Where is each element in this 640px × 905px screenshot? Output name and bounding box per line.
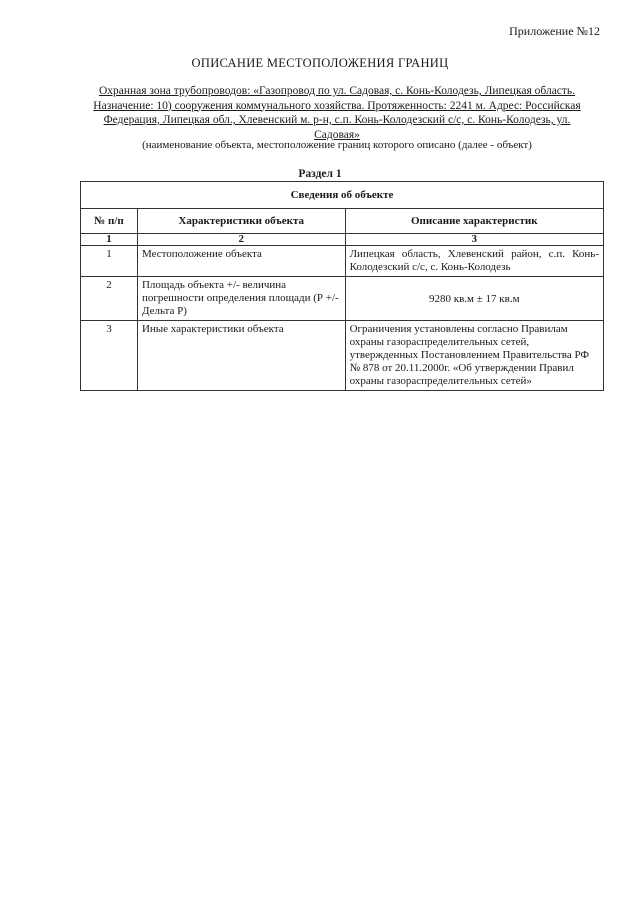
- column-header-num: № п/п: [81, 209, 138, 234]
- table-title-row: [81, 182, 604, 209]
- row-num: 1: [81, 246, 138, 277]
- table-header-row: [81, 209, 604, 234]
- row-description: 9280 кв.м ± 17 кв.м: [345, 277, 603, 321]
- object-info-table: [80, 181, 604, 391]
- document-title: ОПИСАНИЕ МЕСТОПОЛОЖЕНИЯ ГРАНИЦ: [191, 56, 449, 70]
- column-header-characteristic: Характеристики объекта: [137, 209, 345, 234]
- row-characteristic: Иные характеристики объекта: [137, 321, 345, 391]
- object-caption: (наименование объекта, местоположение границ которого описано (далее - объект): [142, 139, 532, 151]
- column-number-row: [81, 234, 604, 246]
- row-characteristic: Площадь объекта +/- величина погрешности определения площади (Р +/- Дельта Р): [137, 277, 345, 321]
- row-description: Липецкая область, Хлевенский район, с.п. Конь-Колодезский с/с, с. Конь-Колодезь: [345, 246, 603, 277]
- row-description: Ограничения установлены согласно Правилам охраны газораспределительных сетей, утвержденных Постановлением Правительства РФ № 878 от 20.11.2000г. «Об утверждении Правил охраны газораспределительных сетей»: [345, 321, 603, 391]
- table-row: [81, 321, 604, 391]
- column-header-description: Описание характеристик: [345, 209, 603, 234]
- column-number: 1: [81, 234, 138, 246]
- table-title: Сведения об объекте: [81, 182, 604, 209]
- row-num: 2: [81, 277, 138, 321]
- section-label: Раздел 1: [298, 168, 342, 180]
- table-row: [81, 277, 604, 321]
- row-num: 3: [81, 321, 138, 391]
- row-characteristic: Местоположение объекта: [137, 246, 345, 277]
- appendix-label: Приложение №12: [509, 24, 600, 38]
- table-row: [81, 246, 604, 277]
- column-number: 2: [137, 234, 345, 246]
- object-name: Охранная зона трубопроводов: «Газопровод по ул. Садовая, с. Конь-Колодезь, Липецкая область. Назначение: 10) сооружения коммунального хозяйства. Протяженность: 2241 м. Адрес: Российская Федерация, Липецкая обл., Хлевенский м. р-н, с.п. Конь-Колодезский с/с, с. Конь-Колодезь, ул. Садовая»: [93, 85, 581, 141]
- column-number: 3: [345, 234, 603, 246]
